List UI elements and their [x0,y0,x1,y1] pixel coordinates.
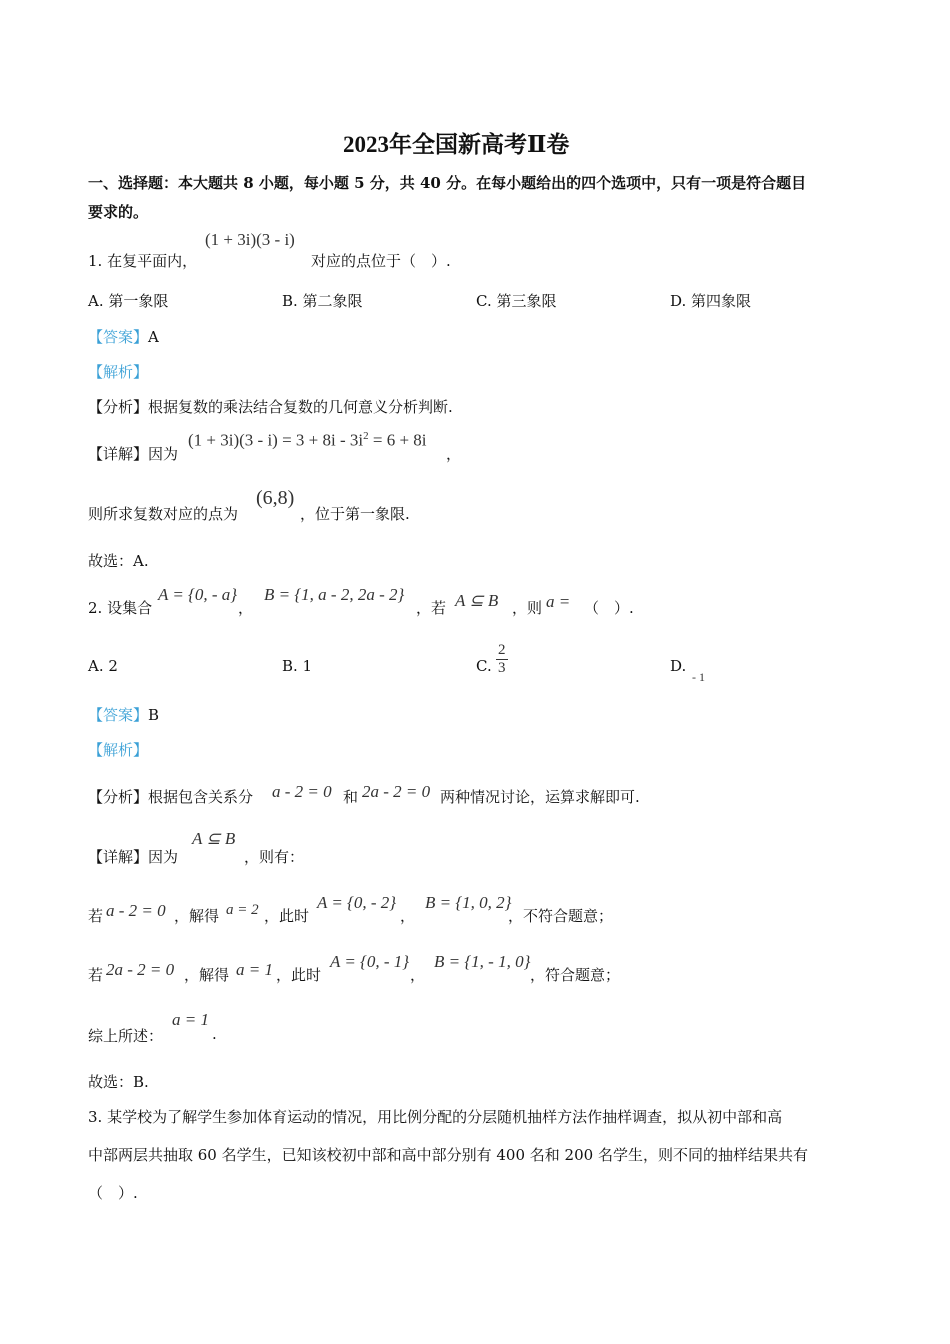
q1-answer [88,326,159,347]
q2-comma: ， [238,599,254,617]
q2-case1-eq: a - 2 = 0 [106,901,166,920]
q2-fenxi-eq2: 2a - 2 = 0 [362,782,431,801]
q2-case1-t4: ，不符合题意； [508,907,614,925]
q2-case2-t4: ，符合题意； [530,966,621,984]
q1-answer-value: A [148,328,159,346]
q2-option-c-label: C. [476,657,492,675]
q2-case2-eq: 2a - 2 = 0 [106,960,175,979]
q2-fenxi [88,786,253,807]
q2-analysis-label: 【解析】 [88,741,149,759]
q2-option-c-fraction [496,642,508,676]
q1-option-d: D. 第四象限 [670,292,752,310]
q2-option-d-label: D. [670,657,687,675]
q2-option-d-value: - 1 [692,670,705,684]
q2-case2-set-a: A = {0, - 1} [330,952,410,971]
fraction-denominator: 3 [498,659,506,676]
q2-case1-set-b: B = {1, 0, 2} [425,893,512,912]
q2-option-a: A. 2 [88,657,118,675]
q1-detail-expr2: = 6 + 8i [368,430,427,450]
q2-conclusion: 故选：B. [88,1073,149,1091]
q1-conclusion: 故选：A. [88,552,149,570]
q1-detail-expression [188,430,427,451]
q2-fenxi-pre: 根据包含关系分 [148,788,254,806]
q1-point: (6,8) [256,487,295,509]
q2-detail-pre: 因为 [148,848,179,866]
fenxi-label: 【分析】 [88,398,149,416]
q1-line2-post: ，位于第一象限. [300,505,410,523]
q1-stem-post: 对应的点位于（ ）. [311,252,451,270]
detail-label: 【详解】 [88,445,149,463]
q2-condition: A ⊆ B [455,591,499,610]
q1-analysis-label: 【解析】 [88,363,149,381]
q2-fenxi-eq1: a - 2 = 0 [272,782,332,801]
q1-detail-pre: 因为 [148,445,179,463]
q2-stem-pre: 2. 设集合 [88,599,153,617]
q1-detail [88,443,178,464]
q2-option-b: B. 1 [282,657,313,675]
q1-expression: (1 + 3i)(3 - i) [205,230,295,249]
q3-stem-line2: 中部两层共抽取 60 名学生，已知该校初中部和高中部分别有 400 名和 200 名学生，则不同的抽样结果共有 [88,1146,808,1164]
q1-detail-expr: (1 + 3i)(3 - i) = 3 + 8i - 3i [188,430,364,450]
q2-detail [88,846,178,867]
q2-end: （ ）. [584,599,634,617]
q2-case2-set-b: B = {1, - 1, 0} [434,952,531,971]
q1-detail-post: ， [446,445,462,463]
fraction [496,642,508,676]
q2-case2-t2: ，此时 [276,966,322,984]
q2-post: ，则 [512,599,543,617]
q3-stem-line3: （ ）. [88,1184,138,1202]
q2-case1-t1: ，解得 [174,907,220,925]
fenxi-label: 【分析】 [88,788,149,806]
q1-fenxi-text: 根据复数的乘法结合复数的几何意义分析判断. [148,398,453,416]
q2-fenxi-mid: 和 [343,788,359,806]
fraction-numerator: 2 [498,642,506,658]
section-heading-line2: 要求的。 [88,203,149,221]
q2-summary-post: . [212,1025,217,1043]
q2-case1-solution: a = 2 [226,902,259,918]
section-heading-line1: 一、选择题：本大题共 8 小题，每小题 5 分，共 40 分。在每小题给出的四个选项中，只有一项是符合题目 [88,174,807,192]
q2-summary-pre: 综上所述： [88,1027,164,1045]
q2-summary-expression: a = 1 [172,1010,209,1029]
q1-line2-pre: 则所求复数对应的点为 [88,505,239,523]
q2-answer [88,704,159,725]
q2-detail-post: ，则有： [244,848,305,866]
q2-set-a: A = {0, - a} [158,585,238,604]
q2-fenxi-post: 两种情况讨论，运算求解即可. [440,788,640,806]
page-title: 2023年全国新高考Ⅱ卷 [343,132,570,157]
q2-case2-t1: ，解得 [184,966,230,984]
q1-detail-sup: 2 [363,430,369,442]
q2-case1-t2: ，此时 [264,907,310,925]
q2-set-b: B = {1, a - 2, 2a - 2} [264,585,405,604]
answer-label: 【答案】 [88,328,149,346]
q2-variable: a = [546,592,571,611]
detail-label: 【详解】 [88,848,149,866]
q1-option-c: C. 第三象限 [476,292,557,310]
q2-case1-t3: ， [400,907,416,925]
answer-label: 【答案】 [88,706,149,724]
q2-answer-value: B [148,706,160,724]
q2-detail-expression: A ⊆ B [192,829,236,848]
q2-case2-t3: ， [410,966,426,984]
q1-option-a: A. 第一象限 [88,292,169,310]
q1-stem-pre: 1. 在复平面内， [88,252,198,270]
q2-case1-pre: 若 [88,907,104,925]
q2-case2-solution: a = 1 [236,960,273,979]
q1-fenxi [88,396,453,417]
q2-case1-set-a: A = {0, - 2} [317,893,397,912]
q1-option-b: B. 第二象限 [282,292,363,310]
q3-stem-line1: 3. 某学校为了解学生参加体育运动的情况，用比例分配的分层随机抽样方法作抽样调查，拟从初中部和高 [88,1108,783,1126]
q2-case2-pre: 若 [88,966,104,984]
q2-mid: ，若 [416,599,447,617]
